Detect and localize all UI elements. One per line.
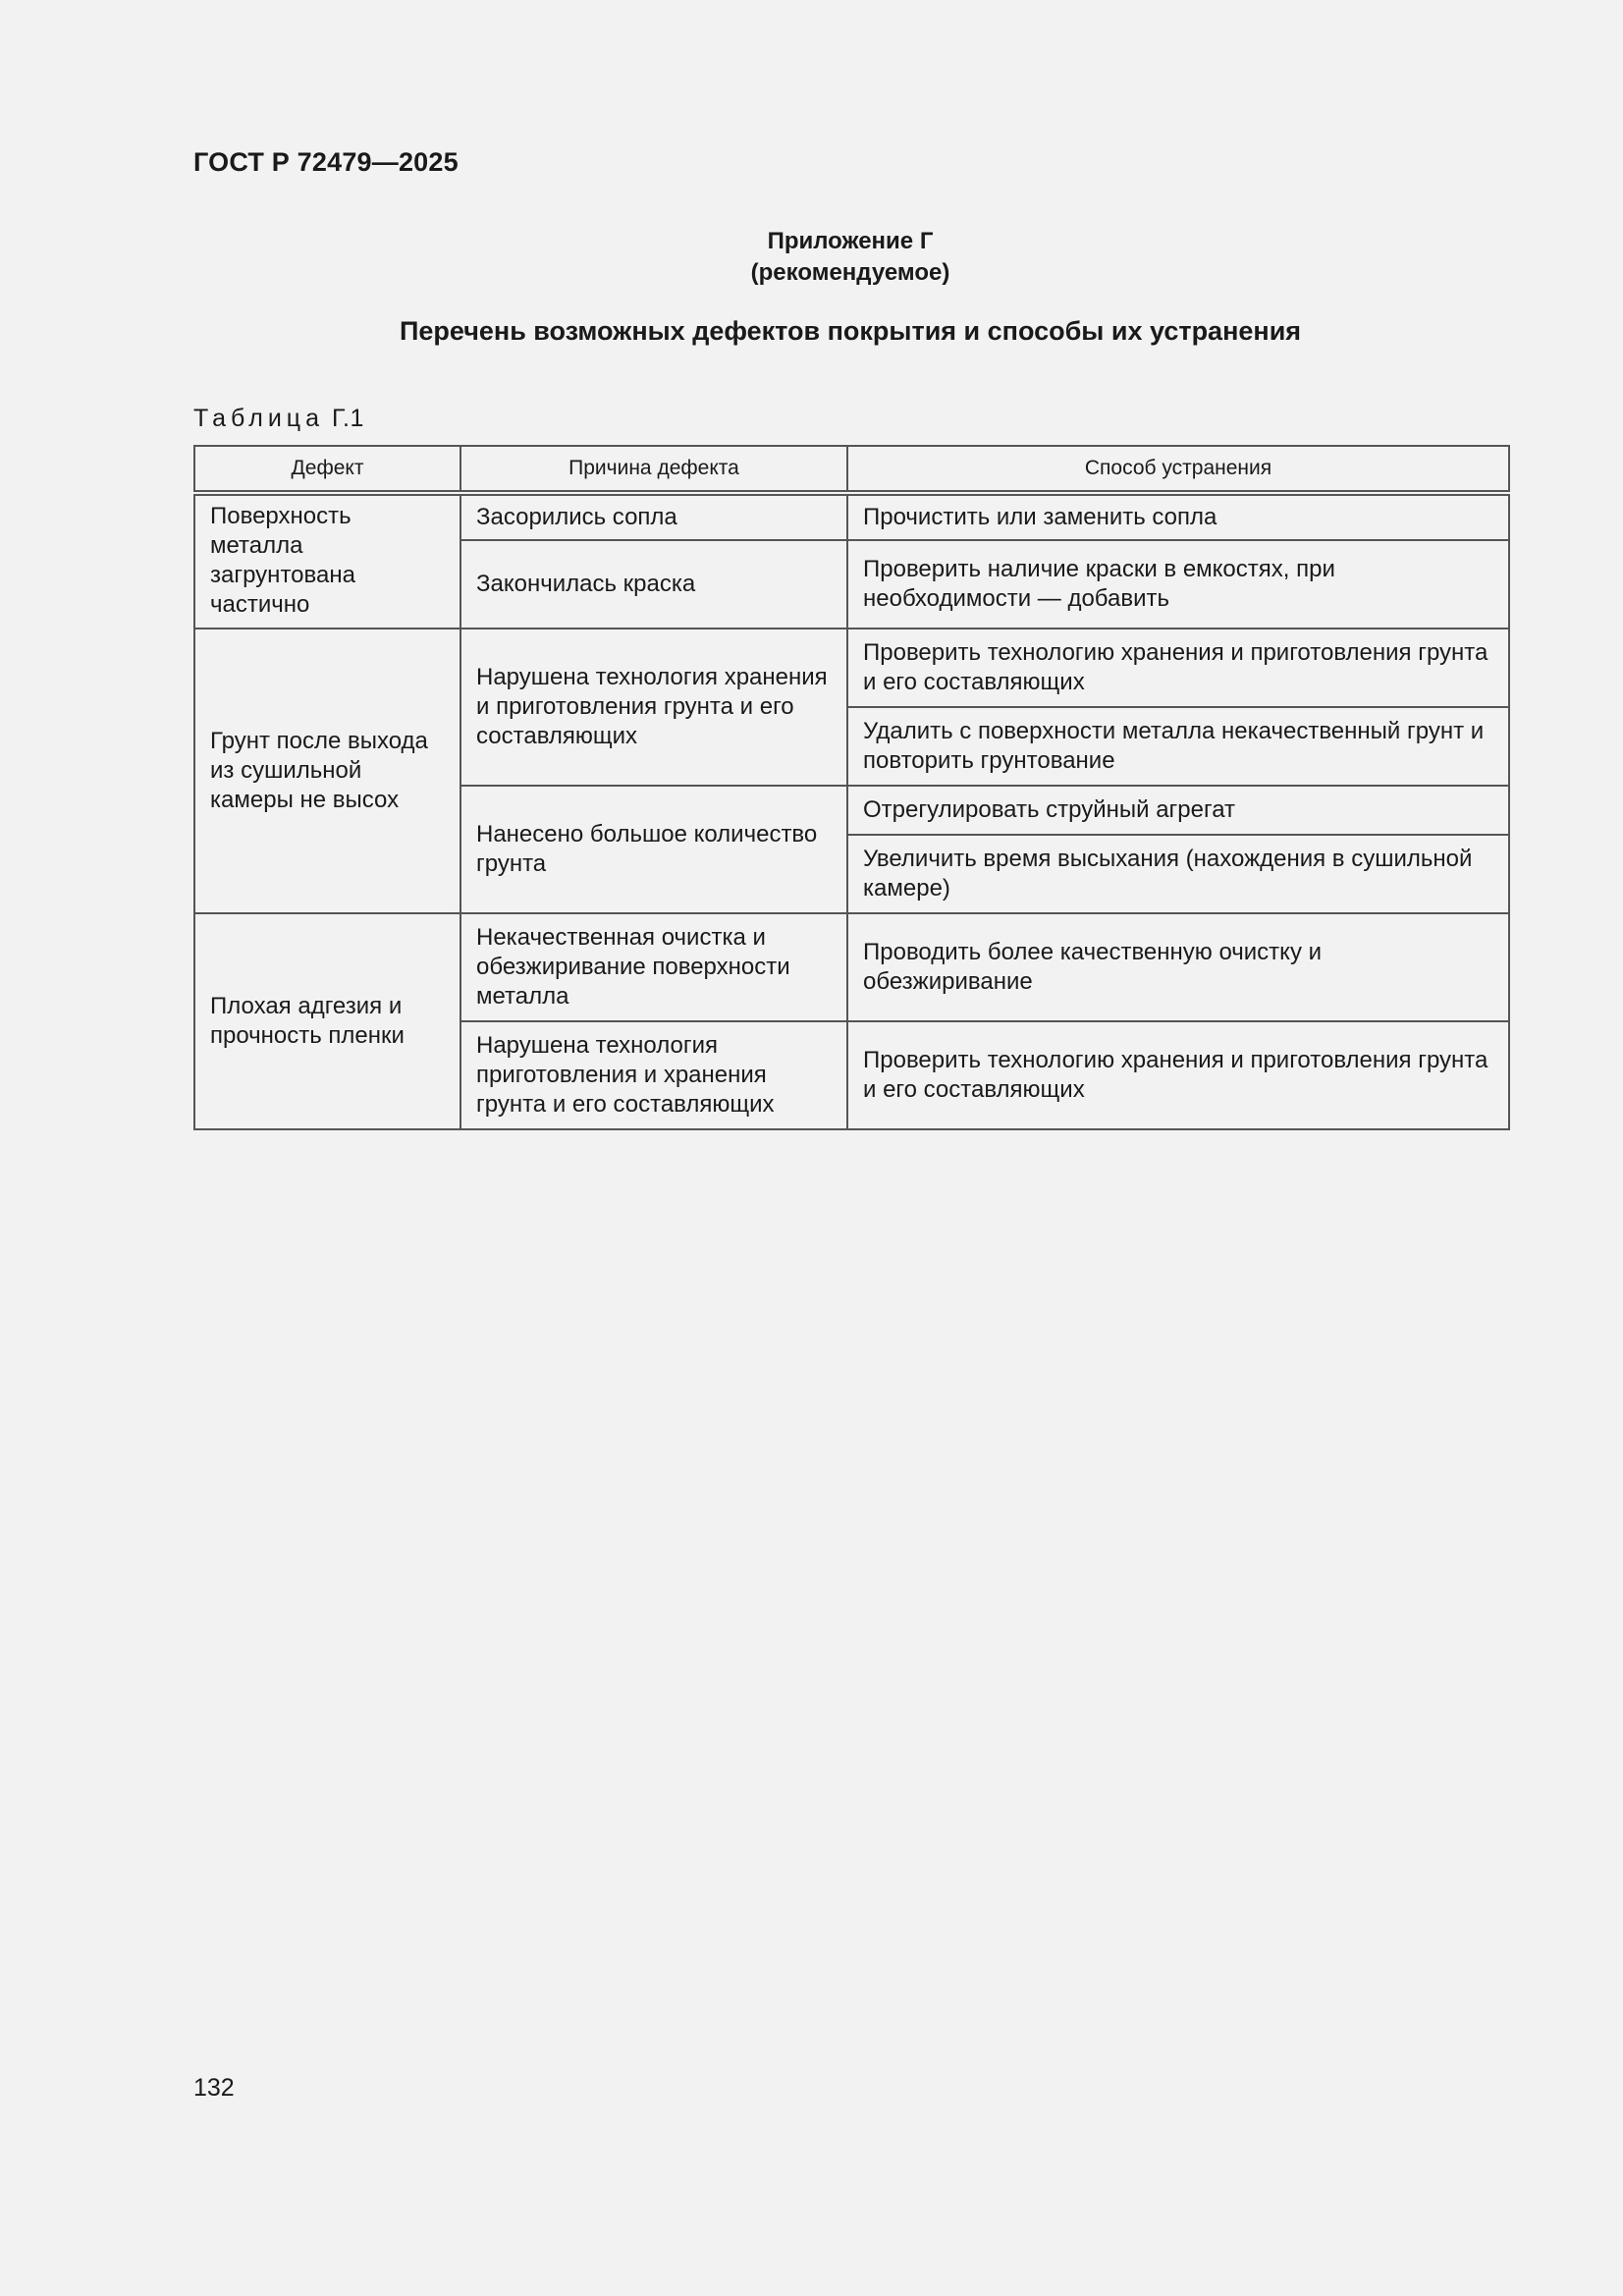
cause-cell: Засорились сопла — [460, 493, 847, 540]
table-row — [194, 629, 1509, 707]
defect-cell: Поверхность металла загрунтована частично — [194, 493, 460, 629]
remedy-cell: Проверить технологию хранения и приготовления грунта и его составляющих — [847, 1021, 1509, 1129]
remedy-cell: Увеличить время высыхания (нахождения в сушильной камере) — [847, 835, 1509, 913]
column-header-defect: Дефект — [194, 446, 460, 493]
table-caption-word: Таблица — [193, 405, 325, 432]
remedy-cell: Проводить более качественную очистку и обезжиривание — [847, 913, 1509, 1021]
column-header-cause: Причина дефекта — [460, 446, 847, 493]
remedy-cell: Удалить с поверхности металла некачественный грунт и повторить грунтование — [847, 707, 1509, 786]
table-row — [194, 913, 1509, 1021]
appendix-status: (рекомендуемое) — [750, 259, 950, 286]
page-title: Перечень возможных дефектов покрытия и способы их устранения — [399, 316, 1302, 346]
appendix-label: Приложение Г — [767, 228, 934, 254]
table-caption-number: Г.1 — [332, 405, 364, 432]
defect-cell: Плохая адгезия и прочность пленки — [194, 913, 460, 1129]
defects-table — [193, 445, 1510, 1130]
cause-cell: Нарушена технология приготовления и хранения грунта и его составляющих — [460, 1021, 847, 1129]
cause-cell: Нанесено большое количество грунта — [460, 786, 847, 913]
page-number: 132 — [193, 2074, 235, 2102]
remedy-cell: Проверить технологию хранения и приготовления грунта и его составляющих — [847, 629, 1509, 707]
document-code: ГОСТ Р 72479—2025 — [193, 147, 459, 177]
cause-cell: Некачественная очистка и обезжиривание поверхности металла — [460, 913, 847, 1021]
remedy-cell: Прочистить или заменить сопла — [847, 493, 1509, 540]
table-row — [194, 493, 1509, 540]
appendix-heading — [193, 226, 1507, 289]
remedy-cell: Отрегулировать струйный агрегат — [847, 786, 1509, 835]
column-header-remedy: Способ устранения — [847, 446, 1509, 493]
cause-cell: Закончилась краска — [460, 540, 847, 629]
defect-cell: Грунт после выхода из сушильной камеры не высох — [194, 629, 460, 913]
remedy-cell: Проверить наличие краски в емкостях, при необходимости — добавить — [847, 540, 1509, 629]
cause-cell: Нарушена технология хранения и приготовления грунта и его составляющих — [460, 629, 847, 786]
table-header-row — [194, 446, 1509, 493]
table-caption — [193, 405, 364, 433]
